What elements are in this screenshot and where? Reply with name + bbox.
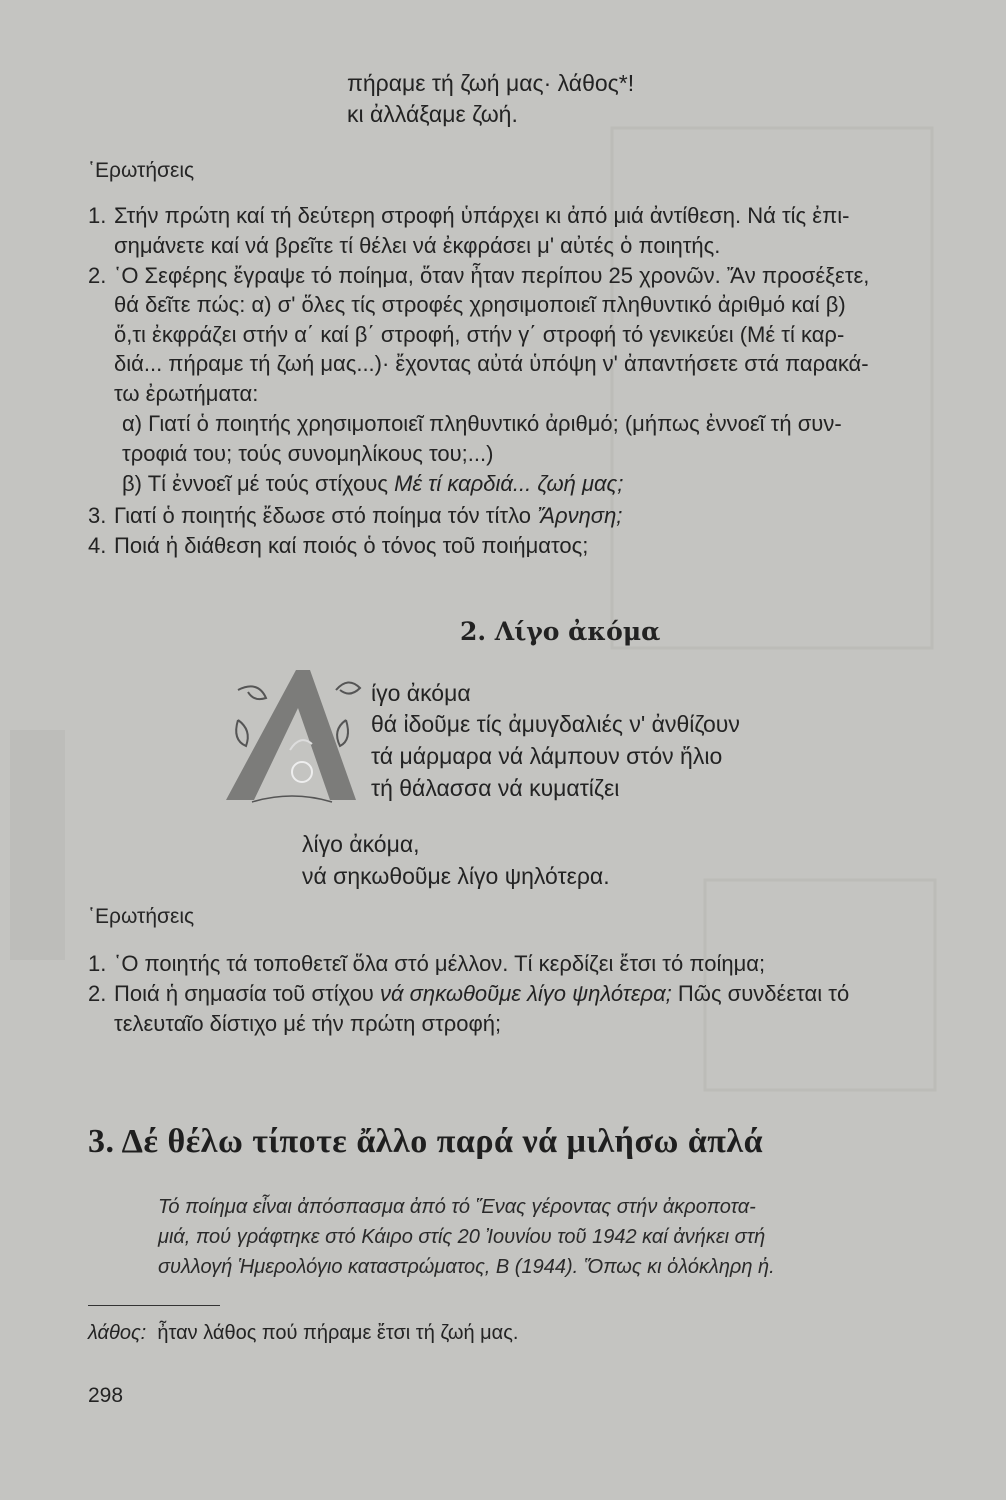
question-line	[88, 261, 869, 291]
poem-line: πήραμε τή ζωή μας· λάθος*!	[347, 70, 635, 96]
questions-heading: ῾Ερωτήσεις	[88, 159, 195, 182]
section-title: 3. Δέ θέλω τίποτε ἄλλο παρά νά μιλήσω ἁπλά	[88, 1123, 764, 1160]
question-number: 1.	[88, 203, 107, 228]
question-text: β) Τί ἐννοεῖ μέ τούς στίχους	[122, 471, 388, 496]
poem-line: λίγο ἀκόμα,	[302, 831, 420, 857]
question-text: Στήν πρώτη καί τή δεύτερη στροφή ὑπάρχει κι ἀπό μιά ἀντίθεση. Νά τίς ἐπι-	[114, 203, 850, 228]
question-number: 2.	[88, 981, 107, 1006]
question-text: θά δεῖτε πώς: α) σ' ὅλες τίς στροφές χρησιμοποιεῖ πληθυντικό ἀριθμό καί β)	[114, 292, 846, 317]
question-text: Ποιά ἡ σημασία τοῦ στίχου	[114, 981, 374, 1006]
question-text: Ποιά ἡ διάθεση καί ποιός ὁ τόνος τοῦ ποιήματος;	[114, 533, 589, 558]
question-text: Πῶς συνδέεται τό	[677, 981, 850, 1006]
question-text: τελευταῖο δίστιχο μέ τήν πρώτη στροφή;	[114, 1011, 502, 1036]
question-number: 2.	[88, 263, 107, 288]
poem-line: θά ἰδοῦμε τίς ἀμυγδαλιές ν' ἀνθίζουν	[371, 711, 740, 737]
quoted-verse: νά σηκωθοῦμε λίγο ψηλότερα;	[379, 981, 672, 1006]
footnote-term: λάθος:	[88, 1322, 147, 1344]
poem-line: τά μάρμαρα νά λάμπουν στόν ἥλιο	[371, 743, 723, 769]
question-text: ὅ,τι ἐκφράζει στήν α΄ καί β΄ στροφή, στήν γ΄ στροφή τό γενικεύει (Μέ τί καρ-	[114, 322, 845, 347]
ornamental-drop-cap	[218, 660, 368, 815]
question-line	[88, 949, 765, 979]
intro-text: συλλογή Ἡμερολόγιο καταστρώματος, Β (1944). Ὅπως κι ὁλόκληρη ἡ.	[158, 1256, 775, 1278]
poem-line: νά σηκωθοῦμε λίγο ψηλότερα.	[302, 863, 610, 889]
sub-question-a: α) Γιατί ὁ ποιητής χρησιμοποιεῖ πληθυντικό ἀριθμό; (μήπως ἐννοεῖ τή συν-	[122, 411, 842, 436]
poem-line: ίγο ἀκόμα	[371, 680, 471, 706]
section-title: 2. Λίγο ἀκόμα	[460, 617, 661, 646]
question-text: ῾Ο Σεφέρης ἔγραψε τό ποίημα, ὅταν ἦταν περίπου 25 χρονῶν. Ἄν προσέξετε,	[114, 263, 870, 288]
poem-line: τή θάλασσα νά κυματίζει	[371, 775, 620, 801]
question-text: Γιατί ὁ ποιητής ἔδωσε στό ποίημα τόν τίτλο	[114, 503, 531, 528]
drop-cap-letter: Λ	[218, 660, 219, 661]
page-number: 298	[88, 1384, 124, 1407]
question-text: τω ἐρωτήματα:	[114, 381, 259, 406]
sub-question-a: τροφιά του; τούς συνομηλίκους του;...)	[122, 441, 494, 466]
question-text: ῾Ο ποιητής τά τοποθετεῖ ὅλα στό μέλλον. Τί κερδίζει ἔτσι τό ποίημα;	[114, 951, 766, 976]
footnote-text: ἦταν λάθος πού πήραμε ἔτσι τή ζωή μας.	[157, 1322, 519, 1344]
question-line	[88, 531, 588, 561]
poem-line: κι ἀλλάξαμε ζωή.	[347, 101, 518, 127]
question-number: 3.	[88, 503, 107, 528]
questions-heading: ῾Ερωτήσεις	[88, 905, 195, 928]
question-line	[88, 201, 849, 231]
footnote-divider	[88, 1305, 220, 1306]
question-text: σημάνετε καί νά βρεῖτε τί θέλει νά ἐκφράσει μ' αὐτές ὁ ποιητής.	[114, 233, 721, 258]
sub-question-b	[122, 469, 623, 499]
question-number: 1.	[88, 951, 107, 976]
ornament-drop-cap-icon	[218, 660, 368, 810]
footnote	[88, 1318, 518, 1348]
intro-text: Τό ποίημα εἶναι ἀπόσπασμα ἀπό τό Ἕνας γέροντας στήν ἀκροποτα-	[158, 1196, 756, 1218]
question-number: 4.	[88, 533, 107, 558]
question-text: διά... πήραμε τή ζωή μας...)· ἔχοντας αὐτά ὑπόψη ν' ἀπαντήσετε στά παρακά-	[114, 351, 869, 376]
question-line	[88, 501, 622, 531]
quoted-verse: Μέ τί καρδιά... ζωή μας;	[394, 471, 624, 496]
quoted-title: Ἄρνηση;	[537, 503, 623, 528]
intro-text: μιά, πού γράφτηκε στό Κάιρο στίς 20 Ἰουνίου τοῦ 1942 καί ἀνήκει στή	[158, 1226, 766, 1248]
question-line	[88, 979, 849, 1009]
